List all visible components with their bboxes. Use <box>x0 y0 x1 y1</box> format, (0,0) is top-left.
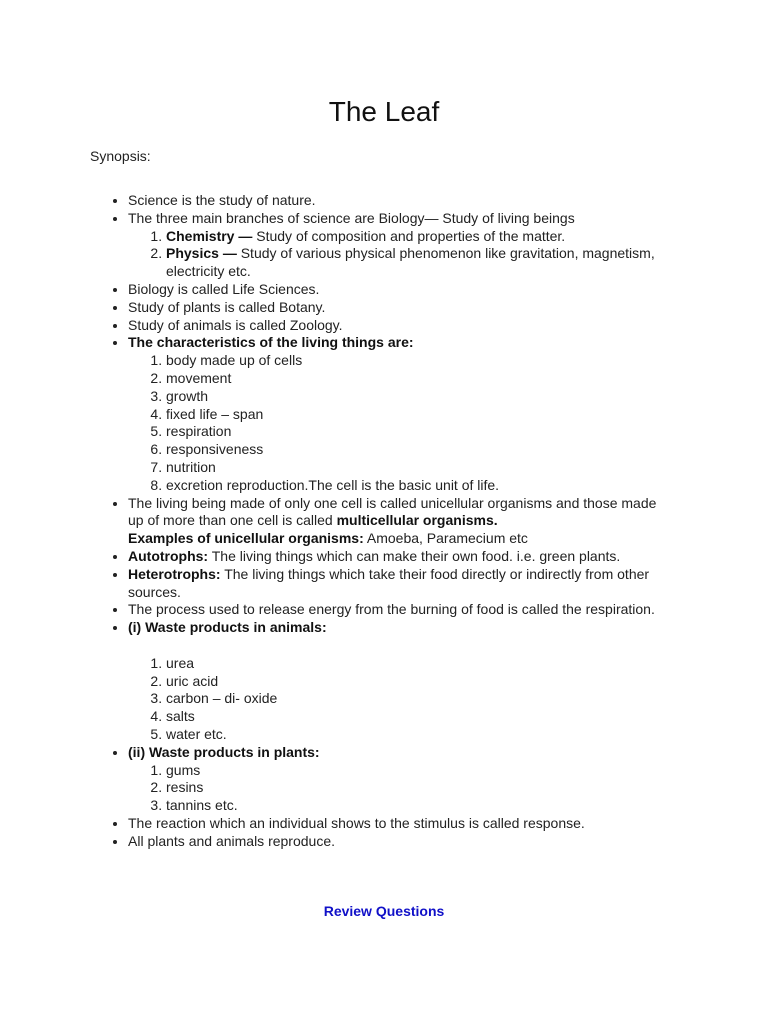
list-item: 4. salts <box>166 708 670 726</box>
list-item: 1. urea <box>166 655 670 673</box>
bullet-text: Study of plants is called Botany. <box>128 298 326 315</box>
branch-text: Study of composition and properties of the matter. <box>252 227 566 244</box>
term-label: Autotrophs: <box>128 547 209 564</box>
characteristics-list <box>128 352 670 494</box>
list-item <box>128 601 670 619</box>
list-item <box>128 210 670 281</box>
branch-term: Physics — <box>166 245 237 262</box>
synopsis-label: Synopsis: <box>90 148 151 164</box>
list-item: 3. growth <box>166 388 670 406</box>
term-label: Heterotrophs: <box>128 565 221 582</box>
term-text: The living things which can make their own food. i.e. green plants. <box>208 547 621 564</box>
list-item <box>128 548 670 566</box>
list-item: 1. body made up of cells <box>166 352 670 370</box>
list-item <box>128 495 670 548</box>
list-item: 5. water etc. <box>166 726 670 744</box>
list-item <box>128 833 670 851</box>
branch-term: Chemistry — <box>166 227 253 244</box>
list-item: 2. uric acid <box>166 673 670 691</box>
bullet-text: The process used to release energy from the burning of food is called the respiration. <box>128 601 655 618</box>
list-item <box>128 334 670 494</box>
bullet-text: The three main branches of science are Biology— Study of living beings <box>128 209 575 226</box>
bullet-heading: (i) Waste products in animals: <box>128 619 327 636</box>
list-item: 2. resins <box>166 779 670 797</box>
synopsis-content <box>90 192 670 850</box>
list-item <box>166 228 670 246</box>
list-item: 1. gums <box>166 762 670 780</box>
bullet-heading: The characteristics of the living things are: <box>128 334 414 351</box>
bullet-text: The reaction which an individual shows to the stimulus is called response. <box>128 814 585 831</box>
list-item <box>128 566 670 602</box>
list-item <box>128 619 670 744</box>
list-item: 4. fixed life – span <box>166 406 670 424</box>
bullet-text: Study of animals is called Zoology. <box>128 316 343 333</box>
examples-text: Amoeba, Paramecium etc <box>363 530 528 547</box>
bullet-heading: (ii) Waste products in plants: <box>128 743 320 760</box>
page-title: The Leaf <box>328 96 440 127</box>
bullet-text: Science is the study of nature. <box>128 192 316 208</box>
bullet-text: Biology is called Life Sciences. <box>128 280 320 297</box>
synopsis-list <box>90 192 670 850</box>
list-item: 7. nutrition <box>166 459 670 477</box>
list-item: 8. excretion reproduction.The cell is the basic unit of life. <box>166 477 670 495</box>
bullet-text: All plants and animals reproduce. <box>128 832 336 849</box>
spacer <box>128 637 670 655</box>
list-item <box>166 245 670 281</box>
branches-list <box>128 228 670 281</box>
list-item <box>128 281 670 299</box>
branch-text: Study of various physical phenomenon like gravitation, magnetism, electricity etc. <box>166 245 655 280</box>
bullet-text: The living being made of only one cell is called unicellular organisms and those made up of more than one cell is called <box>128 494 657 529</box>
list-item: 3. carbon – di- oxide <box>166 690 670 708</box>
list-item <box>128 317 670 335</box>
list-item: 3. tannins etc. <box>166 797 670 815</box>
term-text: The living things which take their food directly or indirectly from other sources. <box>128 565 650 600</box>
animal-waste-list <box>128 655 670 744</box>
list-item: 2. movement <box>166 370 670 388</box>
list-item: 6. responsiveness <box>166 441 670 459</box>
list-item <box>128 299 670 317</box>
list-item <box>128 192 670 210</box>
examples-label: Examples of unicellular organisms: <box>128 530 364 547</box>
plant-waste-list <box>128 762 670 815</box>
list-item <box>128 744 670 815</box>
bullet-bold: multicellular organisms. <box>336 512 498 529</box>
list-item <box>128 815 670 833</box>
review-questions-link[interactable]: Review Questions <box>323 903 445 919</box>
list-item: 5. respiration <box>166 423 670 441</box>
